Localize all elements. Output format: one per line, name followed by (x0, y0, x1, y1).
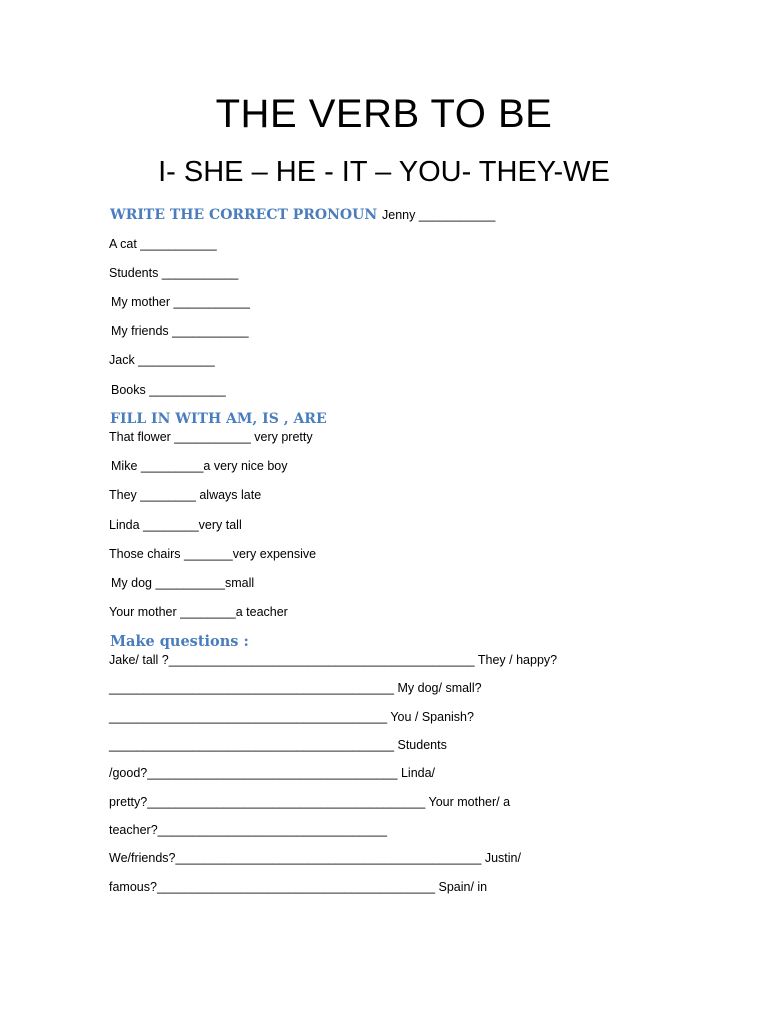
exercise-item: Books ___________ (111, 383, 226, 397)
exercise-item: Mike _________a very nice boy (111, 459, 288, 473)
question-line: teacher?_________________________________ (109, 823, 388, 837)
exercise-item: My dog __________small (111, 576, 255, 590)
page-title: THE VERB TO BE (215, 92, 553, 136)
question-line: ________________________________________ You / Spanish? (109, 710, 474, 724)
exercise-item-jenny: Jenny ___________ (382, 208, 496, 222)
question-line: pretty?________________________________________ Your mother/ a (109, 795, 511, 809)
exercise-item: They ________ always late (109, 488, 262, 502)
question-line: _________________________________________ My dog/ small? (109, 681, 482, 695)
question-line: _________________________________________ Students (109, 738, 447, 752)
question-line: We/friends?____________________________________________ Justin/ (109, 851, 521, 865)
section-heading-fill-in: FILL IN WITH AM, IS , ARE (110, 411, 327, 427)
exercise-item: A cat ___________ (109, 237, 217, 251)
exercise-item: Students ___________ (109, 266, 239, 280)
question-line: famous?________________________________________ Spain/ in (109, 880, 488, 894)
section-heading-pronoun-label: WRITE THE CORRECT PRONOUN (110, 207, 378, 223)
exercise-item: My friends ___________ (111, 324, 249, 338)
exercise-item: Jack ___________ (109, 353, 215, 367)
exercise-item: Linda ________very tall (109, 518, 242, 532)
exercise-item: Your mother ________a teacher (109, 605, 288, 619)
section-heading-pronoun (110, 206, 495, 224)
question-line: /good?____________________________________ Linda/ (109, 766, 436, 780)
section-heading-questions: Make questions : (110, 633, 249, 650)
exercise-item: Those chairs _______very expensive (109, 547, 317, 561)
question-line: Jake/ tall ?____________________________________________ They / happy? (109, 653, 558, 667)
exercise-item: That flower ___________ very pretty (109, 430, 313, 444)
exercise-item: My mother ___________ (111, 295, 250, 309)
pronoun-list: I- SHE – HE - IT – YOU- THEY-WE (158, 156, 610, 188)
